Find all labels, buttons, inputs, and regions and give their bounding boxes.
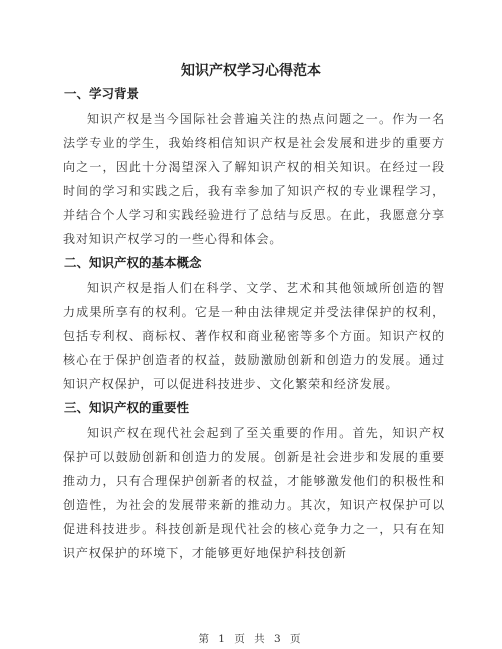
section-importance xyxy=(63,400,445,565)
section-heading: 二、知识产权的基本概念 xyxy=(64,255,202,270)
section-heading: 三、知识产权的重要性 xyxy=(64,400,190,415)
section-basic-concept xyxy=(63,255,445,396)
document-title: 知识产权学习心得范本 xyxy=(181,63,321,79)
section-paragraph: 知识产权在现代社会起到了至关重要的作用。首先，知识产权保护可以鼓励创新和创造力的发展。创新是社会进步和发展的重要推动力，只有合理保护创新者的权益，才能够激发他们的积极性和创造性，为社会的发展带来新的推动力。其次，知识产权保护可以促进科技进步。科技创新是现代社会的核心竞争力之一，只有在知识产权保护的环境下，才能够更好地保护科技创新 xyxy=(63,426,445,560)
page-number-footer: 第 1 页 共 3 页 xyxy=(198,633,304,645)
section-paragraph: 知识产权是当今国际社会普遍关注的热点问题之一。作为一名法学专业的学生，我始终相信知识产权是社会发展和进步的重要方向之一，因此十分渴望深入了解知识产权的相关知识。在经过一段时间的学习和实践之后，我有幸参加了知识产权的专业课程学习，并结合个人学习和实践经验进行了总结与反思。在此，我愿意分享我对知识产权学习的一些心得和体会。 xyxy=(63,112,445,246)
section-paragraph: 知识产权是指人们在科学、文学、艺术和其他领域所创造的智力成果所享有的权利。它是一种由法律规定并受法律保护的权利，包括专利权、商标权、著作权和商业秘密等多个方面。知识产权的核心在于保护创造者的权益，鼓励激励创新和创造力的发展。通过知识产权保护，可以促进科技进步、文化繁荣和经济发展。 xyxy=(63,281,445,391)
section-heading: 一、学习背景 xyxy=(64,86,140,101)
section-learning-background xyxy=(63,86,445,251)
document-body xyxy=(63,86,445,569)
